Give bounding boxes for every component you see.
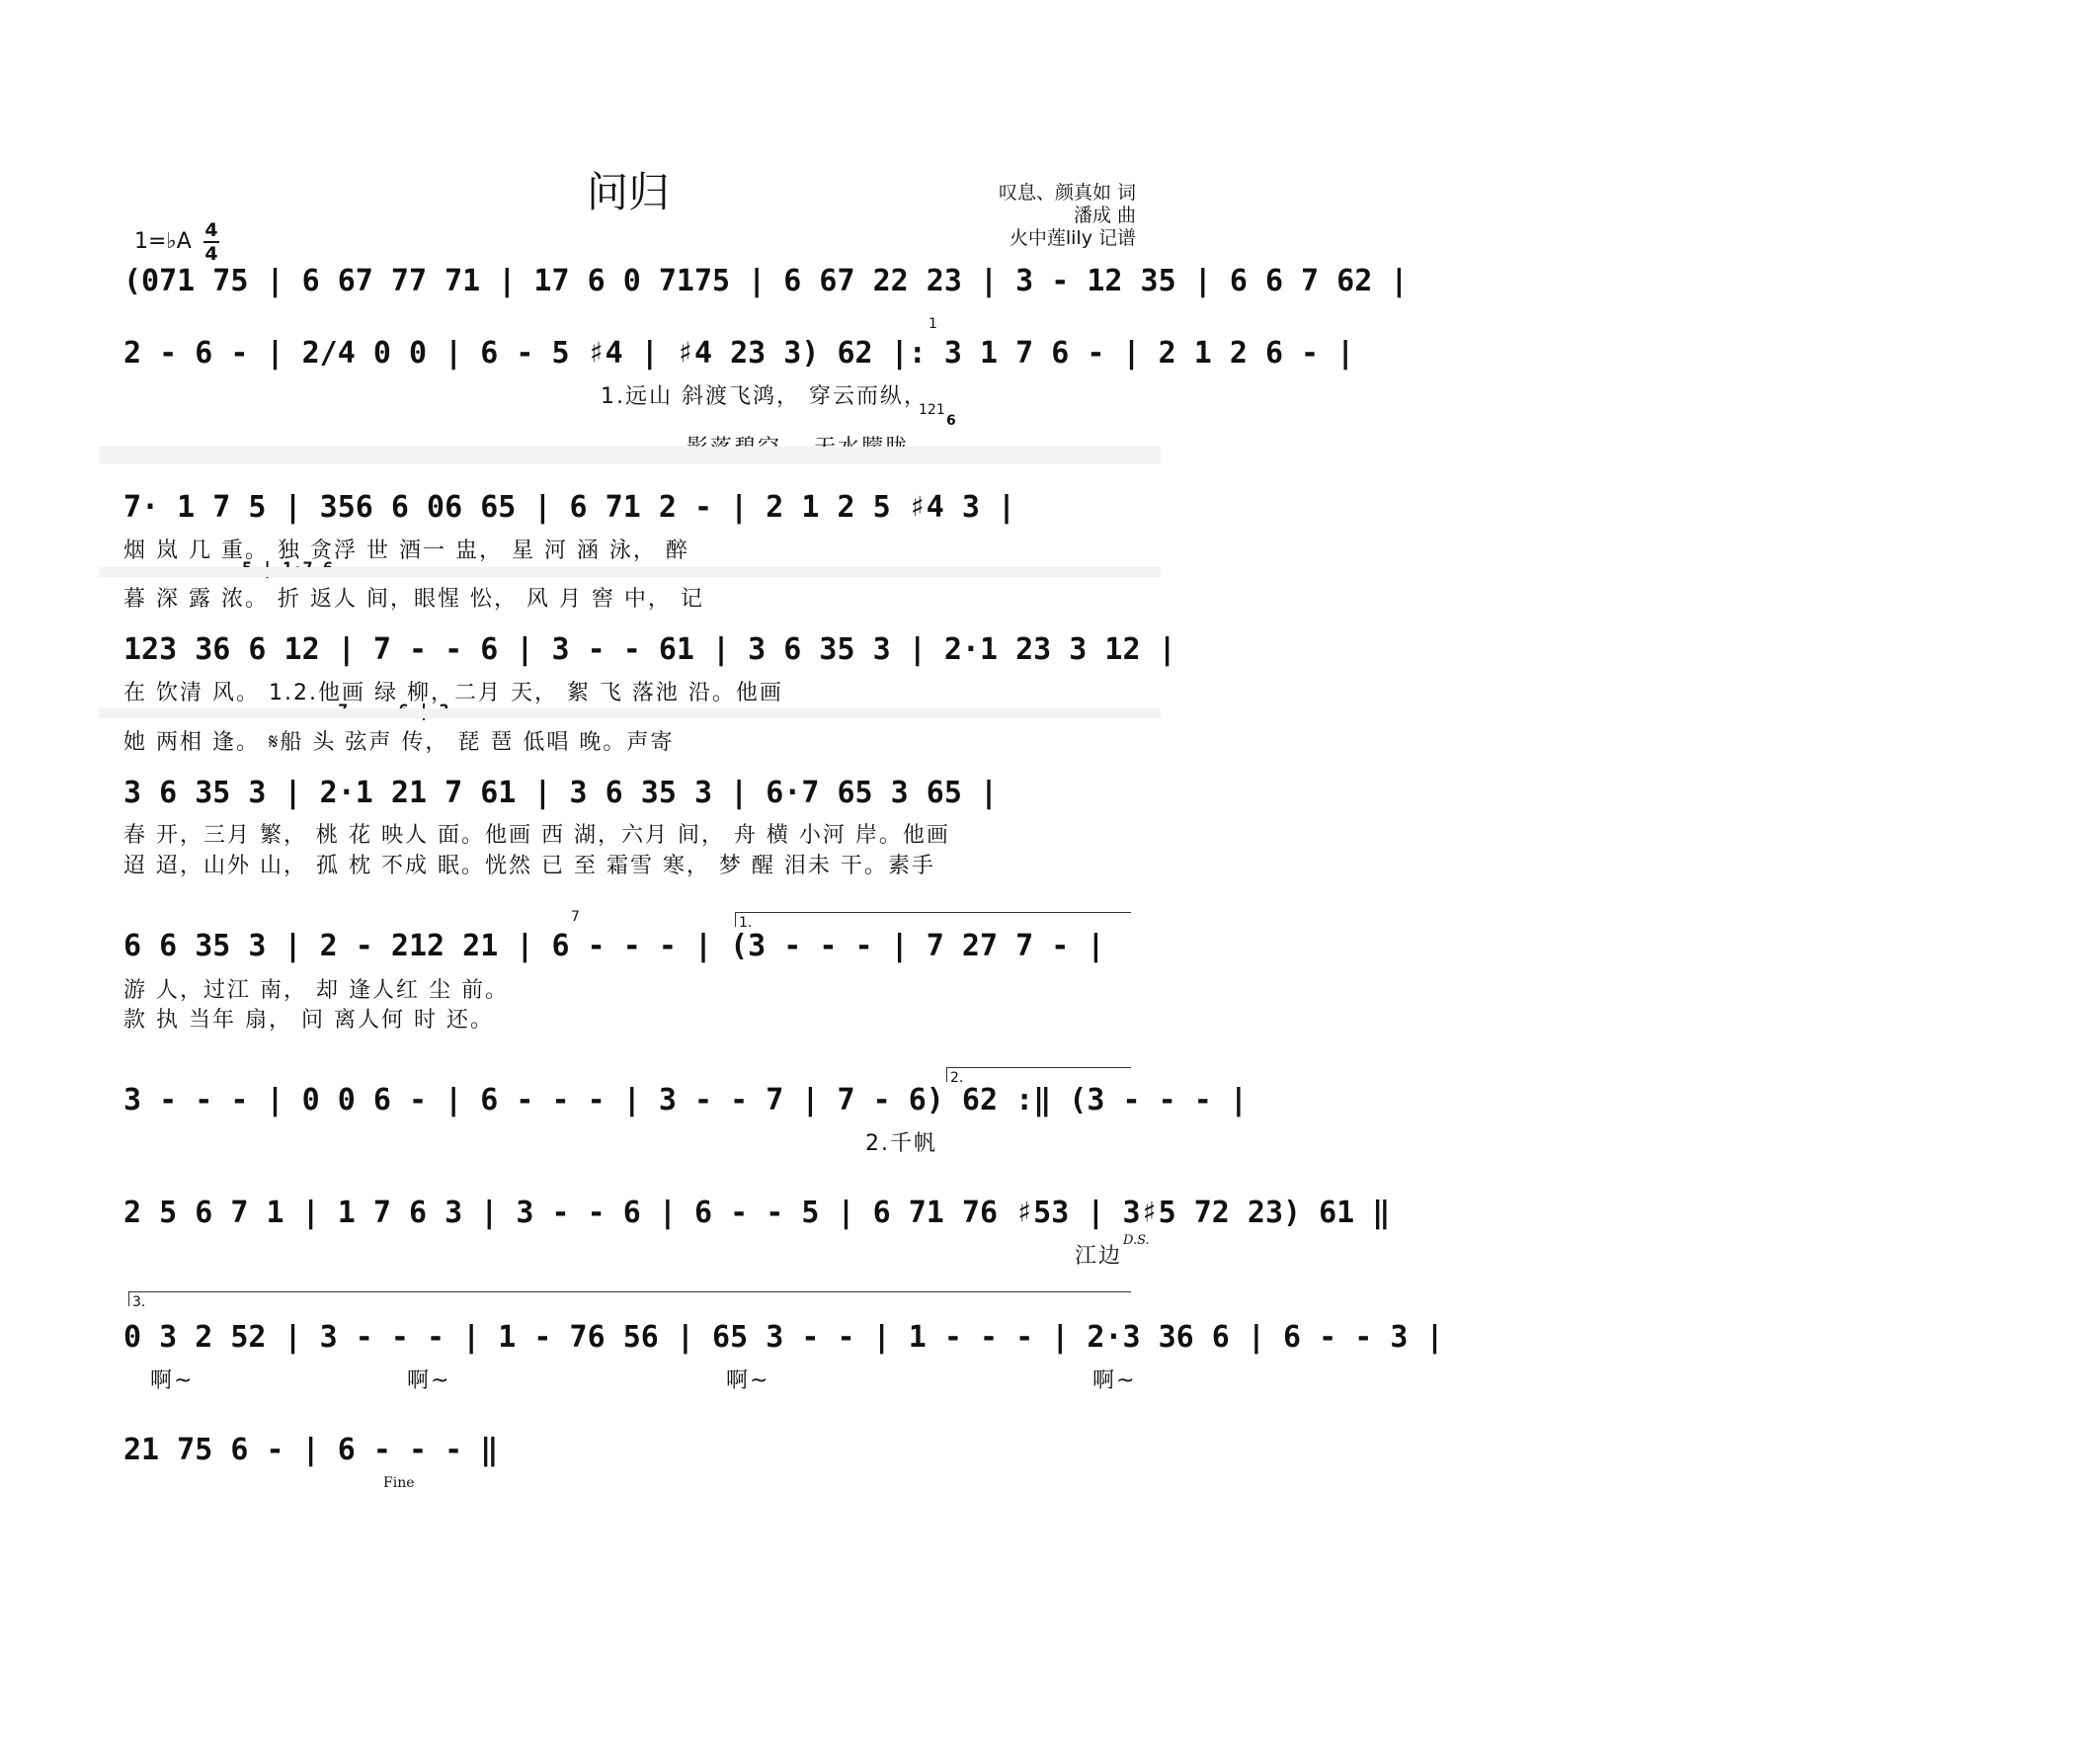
score-line-6: 6 6 35 3 | 2 - 212 21 | 6 - - - | (3 - - - | 7 27 7 - |: [123, 929, 1105, 963]
grace-note-6: 6: [946, 413, 956, 429]
lyrics-line-3b: 暮 深 露 浓。 折 返人 间，眼惺 忪， 风 月 窖 中， 记: [123, 587, 704, 612]
scan-band: [99, 447, 1161, 464]
score-line-7: 3 - - - | 0 0 6 - | 6 - - - | 3 - - 7 | 7 - 6) 62 :‖ (3 - - - |: [123, 1083, 1248, 1117]
scan-band: [99, 708, 1161, 718]
volta-bracket-2: [946, 1067, 1131, 1082]
score-line-9: 0 3 2 52 | 3 - - - | 1 - 76 56 | 65 3 - - | 1 - - - | 2·3 36 6 | 6 - - 3 |: [123, 1320, 1444, 1355]
lyrics-line-8: 江边: [1075, 1244, 1123, 1269]
lyrics-line-9a: 啊~: [150, 1368, 195, 1393]
lyrics-line-9b: 啊~: [407, 1368, 451, 1393]
lyrics-line-6b: 款 执 当年 扇， 问 离人何 时 还。: [123, 1008, 494, 1033]
score-line-10: 21 75 6 - | 6 - - - ‖: [123, 1433, 499, 1467]
lyrics-line-7: 2.千帆: [865, 1131, 937, 1156]
lyrics-line-3a: 烟 岚 几 重。 独 贪浮 世 酒一 盅， 星 河 涵 泳， 醉: [123, 538, 689, 563]
lyrics-line-5a: 春 开，三月 繁， 桃 花 映人 面。他画 西 湖，六月 间， 舟 横 小河 岸。他画: [123, 823, 950, 848]
score-line-5: 3 6 35 3 | 2·1 21 7 61 | 3 6 35 3 | 6·7 65 3 65 |: [123, 776, 999, 810]
volta-bracket-1: [735, 912, 1131, 927]
scan-band: [99, 567, 1161, 577]
lyrics-line-5b: 迢 迢，山外 山， 孤 枕 不成 眠。恍然 已 至 霜雪 寒， 梦 醒 泪未 干。素手: [123, 854, 935, 878]
volta-bracket-3: [128, 1291, 1131, 1306]
key-signature: 1=♭A: [134, 229, 192, 254]
time-signature: 4 4: [204, 219, 218, 265]
volta-2-label: 2.: [950, 1070, 964, 1086]
volta-3-label: 3.: [132, 1294, 146, 1310]
score-line-4: 123 36 6 12 | 7 - - 6 | 3 - - 61 | 3 6 35 3 | 2·1 23 3 12 |: [123, 632, 1176, 667]
lyricist-credit: 叹息、颜真如 词: [998, 182, 1136, 204]
score-line-8: 2 5 6 7 1 | 1 7 6 3 | 3 - - 6 | 6 - - 5 | 6 71 76 ♯53 | 3♯5 72 23) 61 ‖: [123, 1196, 1391, 1230]
grace-note-121: 121: [919, 402, 945, 418]
lyrics-line-6a: 游 人，过江 南， 却 逢人红 尘 前。: [123, 978, 509, 1003]
grace-note-7: 7: [571, 909, 580, 925]
page-title: 问归: [586, 168, 670, 216]
ds-mark: D.S.: [1123, 1233, 1150, 1248]
lyrics-line-9c: 啊~: [726, 1368, 770, 1393]
score-line-2: 2 - 6 - | 2/4 0 0 | 6 - 5 ♯4 | ♯4 23 3) 62 |: 3 1 7 6 - | 2 1 2 6 - |: [123, 336, 1355, 371]
lyrics-line-9d: 啊~: [1092, 1368, 1137, 1393]
transcriber-credit: 火中莲lily 记谱: [1009, 227, 1136, 249]
grace-note-1: 1: [929, 316, 937, 332]
lyrics-line-2a: 1.远山 斜渡飞鸿， 穿云而纵，: [601, 384, 928, 409]
volta-1-label: 1.: [739, 915, 753, 931]
fine-mark: Fine: [383, 1475, 415, 1491]
composer-credit: 潘成 曲: [1073, 205, 1136, 226]
lyrics-line-4b: 她 两相 逢。 𝄋船 头 弦声 传， 琵 琶 低唱 晚。声寄: [123, 730, 675, 755]
lyrics-line-4a: 在 饮清 风。 1.2.他画 绿 柳，二月 天， 絮 飞 落池 沿。他画: [123, 681, 783, 705]
score-line-3: 7· 1 7 5 | 356 6 06 65 | 6 71 2 - | 2 1 2 5 ♯4 3 |: [123, 490, 1016, 525]
score-line-1: (071 75 | 6 67 77 71 | 17 6 0 7175 | 6 67 22 23 | 3 - 12 35 | 6 6 7 62 |: [123, 264, 1409, 298]
